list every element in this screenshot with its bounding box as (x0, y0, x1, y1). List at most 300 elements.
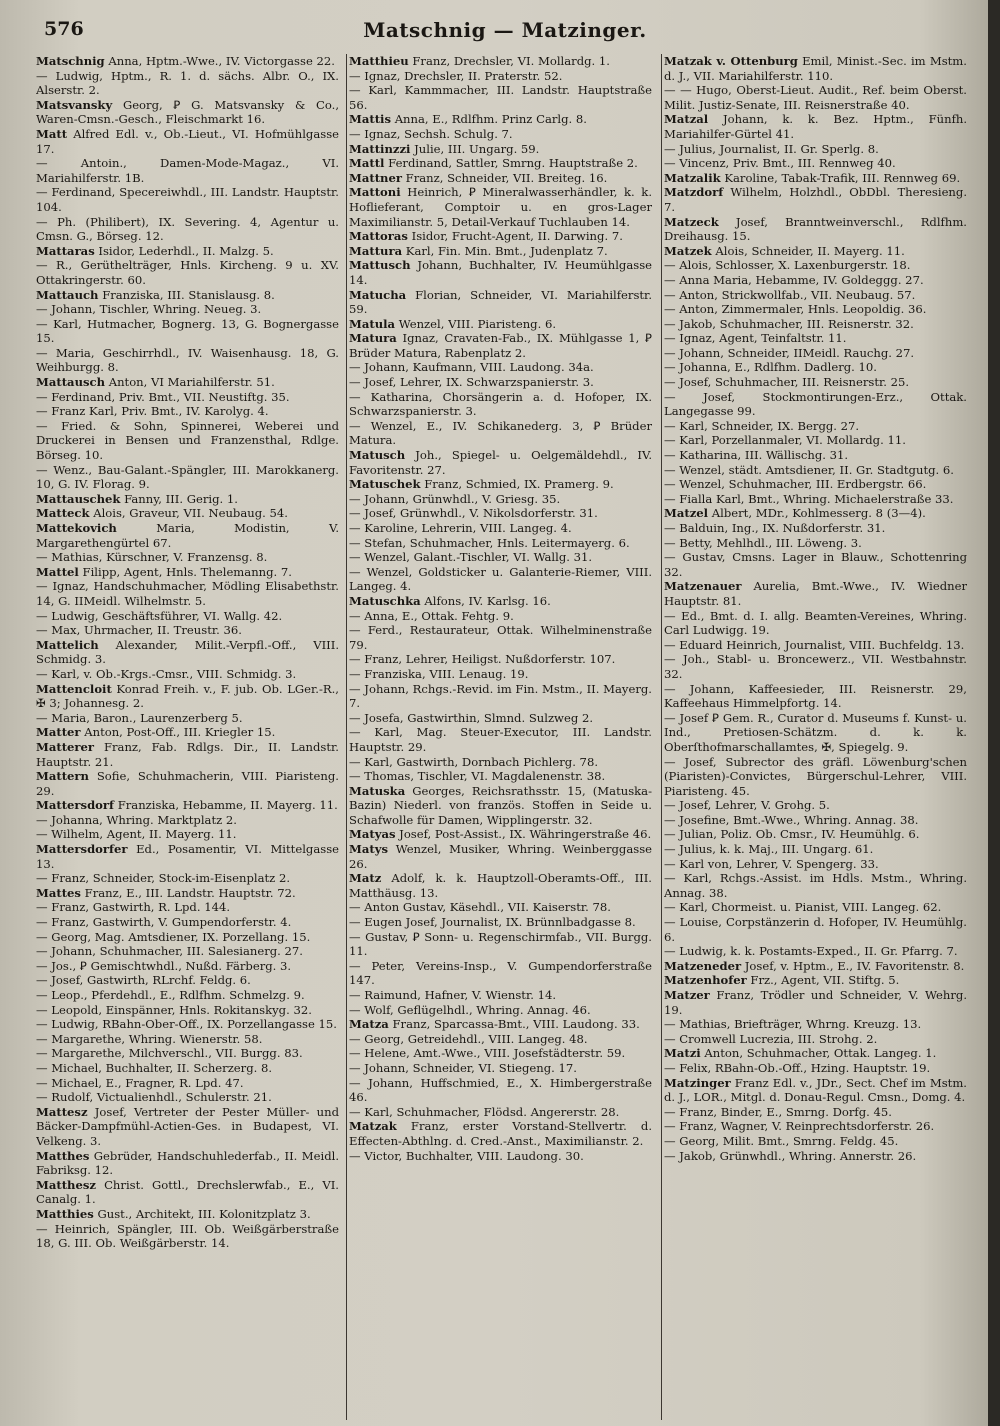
directory-entry (664, 915, 967, 944)
directory-entry (349, 827, 652, 842)
entry-surname: Matterer (36, 739, 95, 754)
entry-details: Heinrich, Ꝑ Mineralwasserhändler, k. k. Hoflieferant, Comptoir u. en gros-Lager Maximilianstr. 5, Detail-Verkauf Tuchlauben 14. (349, 185, 652, 229)
directory-entry (349, 244, 652, 259)
directory-entry (664, 185, 967, 214)
entry-details: Adolf, k. k. Hauptzoll-Oberamts-Off., III. Matthäusg. 13. (349, 871, 652, 900)
directory-entry (349, 1017, 652, 1032)
entry-surname: Matteck (36, 506, 90, 521)
entry-surname: Mattaras (36, 243, 95, 258)
entry-details: — Peter, Vereins-Insp., V. Gumpendorferstraße 147. (349, 958, 652, 988)
directory-entry (664, 652, 967, 681)
entry-details: — Johann, Rchgs.-Revid. im Fin. Mstm., II. Mayerg. 7. (349, 681, 652, 711)
entry-surname: Matuschka (349, 593, 421, 608)
entry-details: — Katharina, Chorsängerin a. d. Hofoper, IX. Schwarzspanierstr. 3. (349, 389, 652, 419)
directory-entry (664, 857, 967, 872)
entry-details: — Victor, Buchhalter, VIII. Laudong. 30. (349, 1148, 584, 1163)
entry-details: Franz, Schneider, VII. Breiteg. 16. (405, 170, 608, 185)
entry-details: — Margarethe, Whring. Wienerstr. 58. (36, 1031, 263, 1046)
entry-details: — Maria, Geschirrhdl., IV. Waisenhausg. 18, G. Weihburgg. 8. (36, 345, 339, 375)
entry-details: — Maria, Baron., Laurenzerberg 5. (36, 710, 243, 725)
entry-details: — Margarethe, Milchverschl., VII. Burgg. 83. (36, 1046, 303, 1061)
entry-details: — Fialla Karl, Bmt., Whring. Michaelerstraße 33. (664, 491, 954, 506)
directory-entry (36, 156, 339, 185)
entry-details: — Karl, Schuhmacher, Flödsd. Angererstr. 28. (349, 1104, 620, 1119)
entry-details: — Johanna, E., Rdlfhm. Dadlerg. 10. (664, 360, 877, 375)
entry-surname: Mattes (36, 885, 81, 900)
directory-entry (349, 521, 652, 536)
directory-entry (36, 711, 339, 726)
directory-entry (664, 711, 967, 755)
directory-entry (664, 1017, 967, 1032)
directory-entry (664, 273, 967, 288)
entry-details: — Johann, Tischler, Whring. Neueg. 3. (36, 302, 262, 317)
directory-entry (349, 536, 652, 551)
directory-entry (36, 565, 339, 580)
entry-details: — Louise, Corpstänzerin d. Hofoper, IV. Heumühlg. 6. (664, 915, 967, 944)
entry-details: — Cromwell Lucrezia, III. Strohg. 2. (664, 1031, 878, 1046)
entry-surname: Matter (36, 725, 81, 740)
entry-surname: Mattinzzi (349, 141, 411, 156)
entry-surname: Mattausch (36, 375, 106, 390)
directory-entry (664, 288, 967, 303)
directory-entry (664, 258, 967, 273)
entry-details: Ferdinand, Sattler, Smrng. Hauptstraße 2. (388, 156, 638, 171)
entry-details: Josef, Post-Assist., IX. Währingerstraße 46. (399, 827, 652, 842)
entry-details: — Georg, Mag. Amtsdiener, IX. Porzellang. 15. (36, 929, 311, 944)
entry-details: — Georg, Milit. Bmt., Smrng. Feldg. 45. (664, 1133, 899, 1148)
directory-entry (349, 1032, 652, 1047)
entry-surname: Matzenhofer (664, 973, 747, 988)
directory-entry (664, 360, 967, 375)
directory-entry (349, 1149, 652, 1164)
directory-entry (664, 83, 967, 112)
entry-details: Johann, k. k. Bez. Hptm., Fünfh. Mariahilfer-Gürtel 41. (664, 112, 967, 141)
entry-details: Isidor, Lederhdl., II. Malzg. 5. (98, 243, 274, 258)
directory-entry (664, 1105, 967, 1120)
entry-details: Anna, E., Rdlfhm. Prinz Carlg. 8. (394, 112, 587, 127)
directory-entry (349, 550, 652, 565)
entry-details: — Wenzel, Galant.-Tischler, VI. Wallg. 31. (349, 550, 593, 565)
entry-surname: Matschnig (36, 54, 105, 68)
entry-details: — Johanna, Whring. Marktplatz 2. (36, 812, 237, 827)
entry-details: Johann, Buchhalter, IV. Heumühlgasse 14. (349, 258, 652, 287)
directory-entry (36, 813, 339, 828)
entry-surname: Mattersdorf (36, 798, 115, 813)
directory-entry (36, 288, 339, 303)
directory-entry (349, 1061, 652, 1076)
entry-details: — Ferdinand, Specereiwhdl., III. Landstr. Hauptstr. 104. (36, 185, 339, 214)
entry-details: — Franz, Wagner, V. Reinprechtsdorferstr. 26. (664, 1119, 935, 1134)
entry-details: — R., Gerüthelträger, Hnls. Kircheng. 9 u. XV. Ottakringerstr. 60. (36, 258, 339, 287)
directory-entry (664, 506, 967, 521)
directory-entry (36, 419, 339, 463)
directory-entry (349, 915, 652, 930)
directory-entry (36, 1046, 339, 1061)
directory-entry (36, 609, 339, 624)
directory-entry (664, 871, 967, 900)
directory-entry (349, 477, 652, 492)
directory-entry (664, 1076, 967, 1105)
directory-entry (36, 1017, 339, 1032)
entry-details: — Josef Ꝑ Gem. R., Curator d. Museums f. Kunst- u. Ind., Pretiosen-Schätzm. d. k. k. Oberſthofmarschallamtes, ✠, Spiegelg. 9. (664, 710, 967, 754)
directory-entry (36, 506, 339, 521)
entry-details: — Anton, Strickwollfab., VII. Neubaug. 57. (664, 287, 916, 302)
directory-entry (664, 944, 967, 959)
entry-details: Franz, Fab. Rdlgs. Dir., II. Landstr. Hauptstr. 21. (36, 739, 339, 769)
entry-details: — Vincenz, Priv. Bmt., III. Rennweg 40. (664, 156, 896, 171)
directory-entry (36, 390, 339, 405)
entry-details: — Ed., Bmt. d. I. allg. Beamten-Vereines, Whring. Carl Ludwigg. 19. (664, 608, 967, 638)
entry-details: — Heinrich, Spängler, III. Ob. Weißgärberstraße 18, G. III. Ob. Weißgärberstr. 14. (36, 1221, 339, 1251)
directory-entry (349, 1003, 652, 1018)
entry-details: Karoline, Tabak-Trafik, III. Rennweg 69. (724, 170, 961, 185)
entry-surname: Matthieu (349, 54, 409, 68)
entry-details: Ed., Posamentir, VI. Mittelgasse 13. (36, 842, 339, 871)
entry-details: Ignaz, Cravaten-Fab., IX. Mühlgasse 1, Ꝑ Brüder Matura, Rabenplatz 2. (349, 331, 652, 360)
entry-details: Franz, erster Vorstand-Stellvertr. d. Effecten-Abthlng. d. Cred.-Anst., Maximilianstr. 2. (349, 1119, 652, 1148)
entry-details: — Gustav, Cmsns. Lager in Blauw., Schottenring 32. (664, 550, 967, 579)
entry-details: — Wenzel, Schuhmacher, III. Erdbergstr. 66. (664, 477, 927, 492)
entry-surname: Matzer (664, 988, 710, 1002)
entry-surname: Matzeck (664, 214, 719, 229)
directory-entry (664, 112, 967, 141)
entry-details: Alfred Edl. v., Ob.-Lieut., VI. Hofmühlgasse 17. (36, 126, 339, 156)
entry-details: — Franz, Schneider, Stock-im-Eisenplatz 2. (36, 871, 291, 886)
page-header (34, 18, 976, 42)
directory-entry (349, 842, 652, 871)
entry-surname: Mattauschek (36, 491, 121, 506)
entry-details: — Johann, Huffschmied, E., X. Himbergerstraße 46. (349, 1075, 652, 1105)
entry-details: — Michael, Buchhalter, II. Scherzerg. 8. (36, 1060, 273, 1075)
directory-entry (664, 1061, 967, 1076)
directory-entry (36, 1061, 339, 1076)
entry-details: — Johann, Kaffeesieder, III. Reisnerstr. 29, Kaffeehaus Himmelpfortg. 14. (664, 681, 967, 711)
entry-surname: Mattner (349, 170, 402, 185)
directory-entry (36, 1105, 339, 1149)
entry-details: Anton, VI Mariahilferstr. 51. (108, 375, 275, 390)
directory-entry (349, 331, 652, 360)
directory-entry (349, 682, 652, 711)
directory-entry (36, 638, 339, 667)
directory-entry (349, 988, 652, 1003)
directory-entry (36, 346, 339, 375)
entry-surname: Matthes (36, 1148, 90, 1163)
entry-details: — Franz Karl, Priv. Bmt., IV. Karolyg. 4. (36, 404, 269, 419)
entry-details: — Franziska, VIII. Lenaug. 19. (349, 666, 529, 681)
directory-entry (349, 390, 652, 419)
entry-details: — Leop., Pferdehdl., E., Rdlfhm. Schmelzg. 9. (36, 988, 305, 1002)
entry-details: — Georg, Getreidehdl., VIII. Langeg. 48. (349, 1031, 588, 1046)
entry-details: — Franz, Lehrer, Heiligst. Nußdorferstr. 107. (349, 652, 616, 667)
entry-surname: Matura (349, 331, 397, 346)
directory-entry (349, 288, 652, 317)
entry-details: Josef, Vertreter der Pester Müller- und Bäcker-Dampfmühl-Actien-Ges. in Budapest, VI. Velkeng. 3. (36, 1104, 339, 1148)
entry-details: — Julian, Poliz. Ob. Cmsr., IV. Heumühlg. 6. (664, 827, 920, 842)
directory-entry (664, 346, 967, 361)
column-2 (349, 54, 652, 1420)
entry-surname: Matzalik (664, 170, 721, 185)
entry-surname: Matzel (664, 506, 709, 521)
directory-entry (664, 827, 967, 842)
directory-entry (349, 711, 652, 726)
entry-details: — Karl, Porzellanmaler, VI. Mollardg. 11. (664, 433, 906, 448)
directory-entry (349, 784, 652, 828)
entry-details: — Antoin., Damen-Mode-Magaz., VI. Mariahilferstr. 1B. (36, 156, 339, 185)
entry-details: — — Hugo, Oberst-Lieut. Audit., Ref. beim Oberst. Milit. Justiz-Senate, III. Reisnerstraße 40. (664, 83, 967, 112)
directory-entry (36, 317, 339, 346)
directory-entry (664, 536, 967, 551)
directory-entry (349, 112, 652, 127)
entry-details: — Franz, Gastwirth, R. Lpd. 144. (36, 900, 231, 915)
entry-details: — Ludwig, Hptm., R. 1. d. sächs. Albr. O., IX. Alserstr. 2. (36, 68, 339, 98)
entry-details: — Johann, Schneider, VI. Stiegeng. 17. (349, 1060, 577, 1075)
directory-entry (664, 798, 967, 813)
entry-details: — Johann, Grünwhdl., V. Griesg. 35. (349, 491, 561, 506)
entry-details: — Karl, Chormeist. u. Pianist, VIII. Langeg. 62. (664, 900, 942, 915)
directory-entry (36, 682, 339, 711)
entry-details: Julie, III. Ungarg. 59. (414, 141, 540, 156)
directory-entry (36, 258, 339, 287)
directory-entry (349, 142, 652, 157)
directory-entry (349, 652, 652, 667)
entry-details: Josef, v. Hptm., E., IV. Favoritenstr. 8. (744, 958, 965, 973)
entry-details: — Mathias, Kürschner, V. Franzensg. 8. (36, 550, 268, 565)
entry-details: Anton, Schuhmacher, Ottak. Langeg. 1. (704, 1046, 937, 1061)
entry-details: — Jakob, Schuhmacher, III. Reisnerstr. 32. (664, 316, 914, 331)
directory-entry (349, 667, 652, 682)
entry-details: Aurelia, Bmt.-Wwe., IV. Wiedner Hauptstr. 81. (664, 579, 967, 608)
directory-columns (36, 54, 976, 1420)
directory-entry (664, 244, 967, 259)
entry-details: — Eduard Heinrich, Journalist, VIII. Buchfeldg. 13. (664, 637, 965, 652)
directory-entry (36, 871, 339, 886)
entry-details: — Fried. & Sohn, Spinnerei, Weberei und Druckerei in Bensen und Franzensthal, Rdlge. Börseg. 10. (36, 418, 339, 463)
entry-details: — Karl, Schneider, IX. Bergg. 27. (664, 418, 860, 433)
directory-entry (36, 98, 339, 127)
directory-entry (664, 1149, 967, 1164)
entry-details: — Rudolf, Victualienhdl., Schulerstr. 21. (36, 1090, 272, 1105)
directory-entry (349, 609, 652, 624)
directory-entry (36, 215, 339, 244)
column-1 (36, 54, 339, 1420)
entry-surname: Matzeneder (664, 958, 742, 973)
directory-entry (664, 492, 967, 507)
directory-entry (664, 609, 967, 638)
entry-surname: Mattel (36, 564, 79, 579)
directory-entry (36, 1149, 339, 1178)
entry-details: Franz, Drechsler, VI. Mollardg. 1. (412, 54, 610, 68)
directory-entry (36, 463, 339, 492)
entry-surname: Matza (349, 1017, 389, 1032)
directory-entry (36, 900, 339, 915)
entry-details: — Karoline, Lehrerin, VIII. Langeg. 4. (349, 521, 572, 535)
directory-entry (349, 419, 652, 448)
entry-details: Franz, Schmied, IX. Pramerg. 9. (424, 477, 614, 492)
entry-details: Franz, E., III. Landstr. Hauptstr. 72. (84, 885, 296, 900)
entry-details: Filipp, Agent, Hnls. Thelemanng. 7. (82, 564, 292, 579)
entry-details: — Ignaz, Sechsh. Schulg. 7. (349, 126, 513, 141)
entry-details: — Wilhelm, Agent, II. Mayerg. 11. (36, 827, 237, 842)
entry-details: — Betty, Mehlhdl., III. Löweng. 3. (664, 535, 862, 550)
entry-details: — Alois, Schlosser, X. Laxenburgerstr. 18. (664, 258, 911, 273)
directory-entry (36, 959, 339, 974)
entry-details: — Helene, Amt.-Wwe., VIII. Josefstädterstr. 59. (349, 1046, 626, 1061)
entry-details: Konrad Freih. v., F. jub. Ob. LGer.-R., ✠ 3; Johannesg. 2. (36, 681, 339, 711)
entry-details: — Karl von, Lehrer, V. Spengerg. 33. (664, 856, 879, 871)
entry-details: — Josef, Lehrer, IX. Schwarzspanierstr. 3. (349, 375, 594, 390)
entry-details: Fanny, III. Gerig. 1. (124, 491, 238, 506)
entry-details: Christ. Gottl., Drechslerwfab., E., VI. Canalg. 1. (36, 1177, 339, 1207)
directory-entry (349, 1119, 652, 1148)
entry-details: — Katharina, III. Wällischg. 31. (664, 448, 849, 463)
directory-entry (349, 156, 652, 171)
directory-entry (664, 433, 967, 448)
entry-details: Frz., Agent, VII. Stiftg. 5. (750, 973, 900, 988)
directory-entry (36, 1222, 339, 1251)
entry-details: Gust., Architekt, III. Kolonitzplatz 3. (97, 1206, 311, 1221)
directory-entry (36, 1076, 339, 1091)
entry-details: — Ph. (Philibert), IX. Severing. 4, Agentur u. Cmsn. G., Börseg. 12. (36, 214, 339, 244)
entry-details: — Leopold, Einspänner, Hnls. Rokitanskyg. 32. (36, 1002, 312, 1017)
directory-entry (349, 229, 652, 244)
entry-details: — Mathias, Briefträger, Whrng. Kreuzg. 13. (664, 1017, 922, 1032)
entry-details: — Ferdinand, Priv. Bmt., VII. Neustiftg. 35. (36, 389, 290, 404)
entry-details: — Josef, Grünwhdl., V. Nikolsdorferstr. 31. (349, 506, 598, 521)
entry-details: Alexander, Milit.-Verpfl.-Off., VIII. Schmidg. 3. (36, 637, 339, 667)
directory-entry (349, 1046, 652, 1061)
entry-surname: Matusch (349, 448, 406, 463)
entry-surname: Matthesz (36, 1177, 96, 1192)
entry-details: Gebrüder, Handschuhlederfab., II. Meidl. Fabriksg. 12. (36, 1148, 339, 1178)
directory-entry (36, 375, 339, 390)
entry-surname: Matzal (664, 112, 709, 127)
entry-details: — Felix, RBahn-Ob.-Off., Hzing. Hauptstr. 19. (664, 1060, 931, 1075)
directory-entry (36, 798, 339, 813)
entry-surname: Mattesz (36, 1104, 88, 1119)
entry-details: — Johann, Schneider, IIMeidl. Rauchg. 27. (664, 345, 915, 360)
directory-entry (36, 827, 339, 842)
directory-entry (349, 83, 652, 112)
entry-details: Franz Edl. v., JDr., Sect. Chef im Mstm. d. J., LOR., Mitgl. d. Donau-Regul. Cmsn., Domg. 4. (664, 1075, 967, 1105)
directory-entry (36, 667, 339, 682)
entry-surname: Matys (349, 842, 388, 857)
directory-entry (349, 127, 652, 142)
entry-details: Wenzel, Musiker, Whring. Weinberggasse 26. (349, 842, 652, 871)
entry-surname: Matsvansky (36, 97, 113, 112)
entry-details: — Johann, Schuhmacher, III. Salesianerg. 27. (36, 944, 303, 959)
directory-entry (664, 142, 967, 157)
directory-entry (36, 54, 339, 69)
entry-surname: Matzak v. Ottenburg (664, 54, 798, 68)
entry-details: — Josef, Subrector des gräfl. Löwenburg'schen (Piaristen)-Convictes, Bürgerschul-Lehrer, VIII. Piaristeng. 45. (664, 754, 967, 798)
entry-details: Georg, Ꝑ G. Matsvansky & Co., Waren-Cmsn.-Gesch., Fleischmarkt 16. (36, 97, 339, 127)
directory-entry (664, 521, 967, 536)
directory-entry (36, 127, 339, 156)
entry-surname: Matz (349, 871, 382, 886)
entry-details: Joh., Spiegel- u. Oelgemäldehdl., IV. Favoritenstr. 27. (349, 448, 652, 477)
entry-details: Alfons, IV. Karlsg. 16. (424, 593, 551, 608)
directory-entry (664, 215, 967, 244)
directory-entry (349, 1105, 652, 1120)
directory-entry (664, 1032, 967, 1047)
directory-entry (349, 900, 652, 915)
directory-entry (36, 944, 339, 959)
entry-details: — Stefan, Schuhmacher, Hnls. Leitermayerg. 6. (349, 535, 630, 550)
directory-entry (36, 492, 339, 507)
entry-details: Franziska, Hebamme, II. Mayerg. 11. (117, 798, 338, 813)
entry-details: Franz, Sparcassa-Bmt., VIII. Laudong. 33. (392, 1017, 640, 1032)
entry-surname: Matzak (349, 1119, 397, 1134)
directory-entry (664, 988, 967, 1017)
directory-entry (664, 331, 967, 346)
directory-entry (349, 871, 652, 900)
directory-entry (36, 915, 339, 930)
entry-details: — Anna Maria, Hebamme, IV. Goldeggg. 27. (664, 272, 924, 287)
entry-surname: Mattencloit (36, 681, 112, 696)
directory-entry (36, 550, 339, 565)
entry-details: — Franz, Binder, E., Smrng. Dorfg. 45. (664, 1104, 892, 1119)
directory-entry (664, 755, 967, 799)
entry-details: Alois, Graveur, VII. Neubaug. 54. (93, 506, 288, 521)
directory-entry (349, 1076, 652, 1105)
entry-details: — Julius, Journalist, II. Gr. Sperlg. 8. (664, 141, 879, 156)
directory-entry (349, 959, 652, 988)
directory-entry (36, 1178, 339, 1207)
directory-entry (349, 448, 652, 477)
entry-details: — Josef, Schuhmacher, III. Reisnerstr. 25. (664, 375, 910, 390)
entry-details: — Anton Gustav, Käsehdl., VII. Kaiserstr. 78. (349, 900, 611, 915)
entry-surname: Mattersdorfer (36, 842, 128, 857)
directory-entry (664, 171, 967, 186)
directory-entry (36, 740, 339, 769)
entry-details: — Wolf, Geflügelhdl., Whring. Annag. 46. (349, 1002, 591, 1017)
column-3 (664, 54, 967, 1420)
entry-details: — Karl, Rchgs.-Assist. im Hdls. Mstm., Whring. Annag. 38. (664, 871, 967, 900)
directory-entry (36, 404, 339, 419)
entry-details: — Wenz., Bau-Galant.-Spängler, III. Marokkanerg. 10, G. IV. Florag. 9. (36, 462, 339, 492)
entry-details: — Wenzel, städt. Amtsdiener, II. Gr. Stadtgutg. 6. (664, 462, 954, 477)
entry-surname: Matzenauer (664, 579, 742, 594)
entry-surname: Mattern (36, 769, 89, 784)
directory-entry (349, 725, 652, 754)
directory-entry (349, 171, 652, 186)
entry-surname: Matuska (349, 783, 406, 798)
directory-entry (664, 900, 967, 915)
entry-details: Anton, Post-Off., III. Kriegler 15. (84, 725, 276, 740)
entry-details: — Ignaz, Agent, Teinfaltstr. 11. (664, 331, 847, 346)
running-head: Matschnig — Matzinger. (363, 18, 647, 42)
directory-entry (36, 244, 339, 259)
entry-details: — Max, Uhrmacher, II. Treustr. 36. (36, 623, 242, 638)
directory-entry (349, 769, 652, 784)
entry-surname: Mattauch (36, 287, 99, 302)
page-number: 576 (44, 18, 84, 40)
directory-entry (36, 1003, 339, 1018)
directory-entry (36, 930, 339, 945)
directory-entry (349, 317, 652, 332)
directory-entry (36, 769, 339, 798)
entry-details: Isidor, Frucht-Agent, II. Darwing. 7. (411, 229, 623, 244)
directory-entry (664, 448, 967, 463)
directory-entry (664, 1134, 967, 1149)
entry-details: Franz, Trödler und Schneider, V. Wehrg. 19. (664, 988, 967, 1017)
entry-details: — Ignaz, Drechsler, II. Praterstr. 52. (349, 68, 563, 83)
directory-entry (349, 360, 652, 375)
entry-surname: Matt (36, 126, 68, 141)
directory-entry (36, 886, 339, 901)
entry-details: — Ferd., Restaurateur, Ottak. Wilhelminenstraße 79. (349, 623, 652, 652)
directory-entry (36, 988, 339, 1003)
